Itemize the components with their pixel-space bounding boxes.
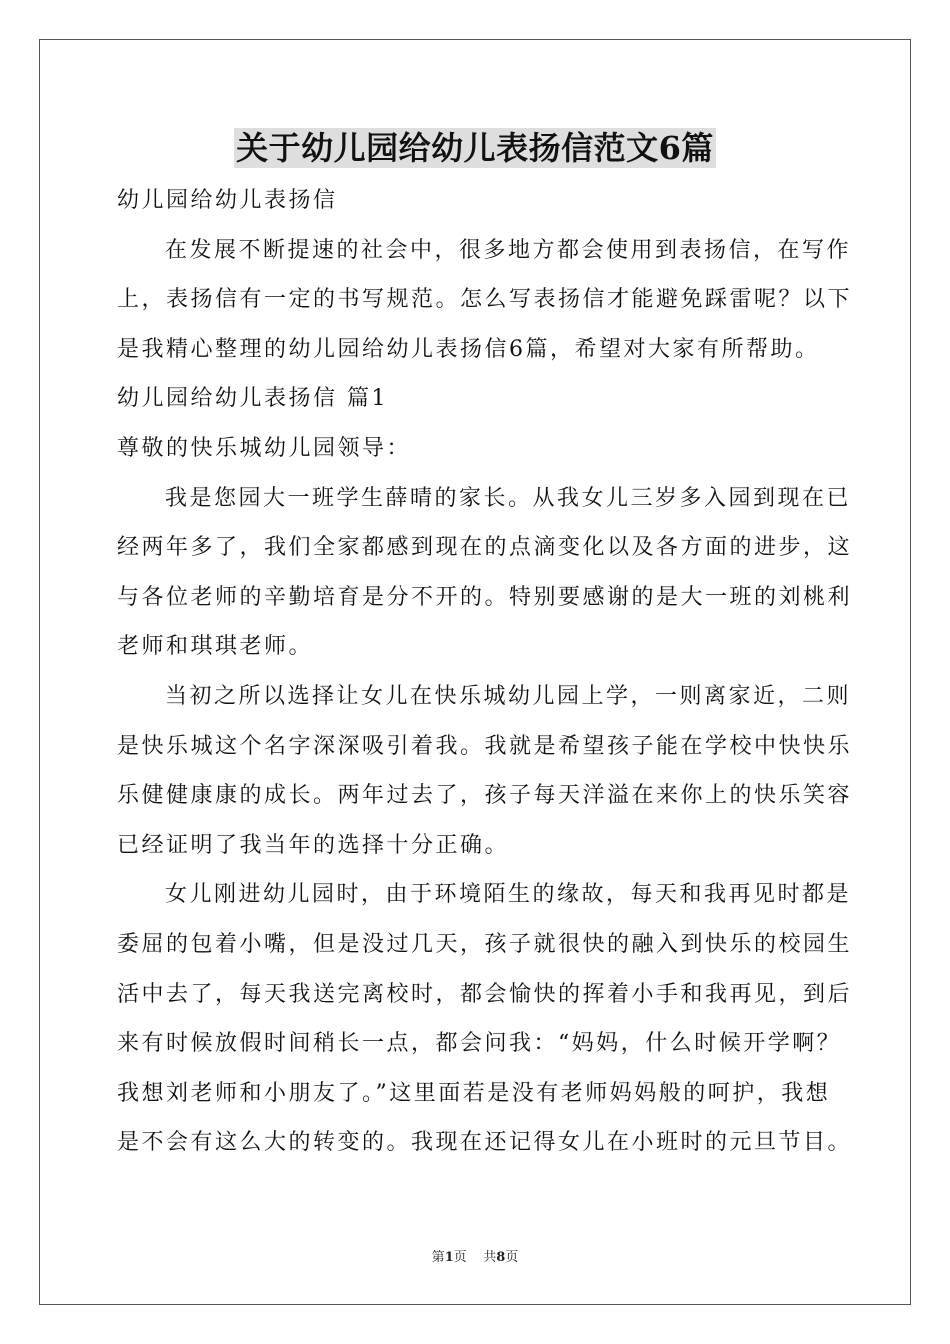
text-line: 已经证明了我当年的选择十分正确。 [117,832,510,858]
text-line: 上，表扬信有一定的书写规范。怎么写表扬信才能避免踩雷呢？以下 [117,287,853,313]
text-line: 是快乐城这个名字深深吸引着我。我就是希望孩子能在学校中快快乐 [117,733,853,759]
footer-suffix: 页 [505,1250,519,1265]
text-line: 与各位老师的辛勤培育是分不开的。特别要感谢的是大一班的刘桃利 [117,584,853,610]
text-line: 活中去了，每天我送完离校时，都会愉快的挥着小手和我再见，到后 [117,981,853,1007]
text-line: 幼儿园给幼儿表扬信 篇1 [117,386,388,412]
text-line: 幼儿园给幼儿表扬信 [117,188,338,213]
text-line: 当初之所以选择让女儿在快乐城幼儿园上学，一则离家近，二则 [165,683,852,709]
text-line: 我是您园大一班学生薛晴的家长。从我女儿三岁多入园到现在已 [165,485,852,511]
text-line: 我想刘老师和小朋友了。”这里面若是没有老师妈妈般的呵护，我想 [117,1080,831,1106]
text-line: 委屈的包着小嘴，但是没过几天，孩子就很快的融入到快乐的校园生 [117,931,853,957]
footer-total-pages: 8 [496,1250,506,1265]
footer-prefix: 第 [431,1250,445,1265]
text-line: 乐健健康康的成长。两年过去了，孩子每天洋溢在来你上的快乐笑容 [117,783,853,809]
text-line: 在发展不断提速的社会中，很多地方都会使用到表扬信，在写作 [165,237,852,263]
document-body [117,176,853,1168]
text-line: 老师和琪琪老师。 [117,634,314,660]
document-title: 关于幼儿园给幼儿表扬信范文6篇 [236,129,714,167]
text-line: 是不会有这么大的转变的。我现在还记得女儿在小班时的元旦节目。 [117,1130,853,1156]
footer-mid: 页 共 [453,1250,497,1265]
text-line: 经两年多了，我们全家都感到现在的点滴变化以及各方面的进步，这 [117,535,853,561]
text-line: 是我精心整理的幼儿园给幼儿表扬信6篇，希望对大家有所帮助。 [117,336,820,362]
text-line: 女儿刚进幼儿园时，由于环境陌生的缘故，每天和我再见时都是 [165,882,852,908]
text-line: 来有时候放假时间稍长一点，都会问我：“妈妈，什么时候开学啊？ [117,1031,842,1057]
footer-current-page: 1 [444,1250,454,1265]
text-line: 尊敬的快乐城幼儿园领导： [117,435,412,461]
page-footer [0,1246,950,1265]
title-container [0,128,950,168]
